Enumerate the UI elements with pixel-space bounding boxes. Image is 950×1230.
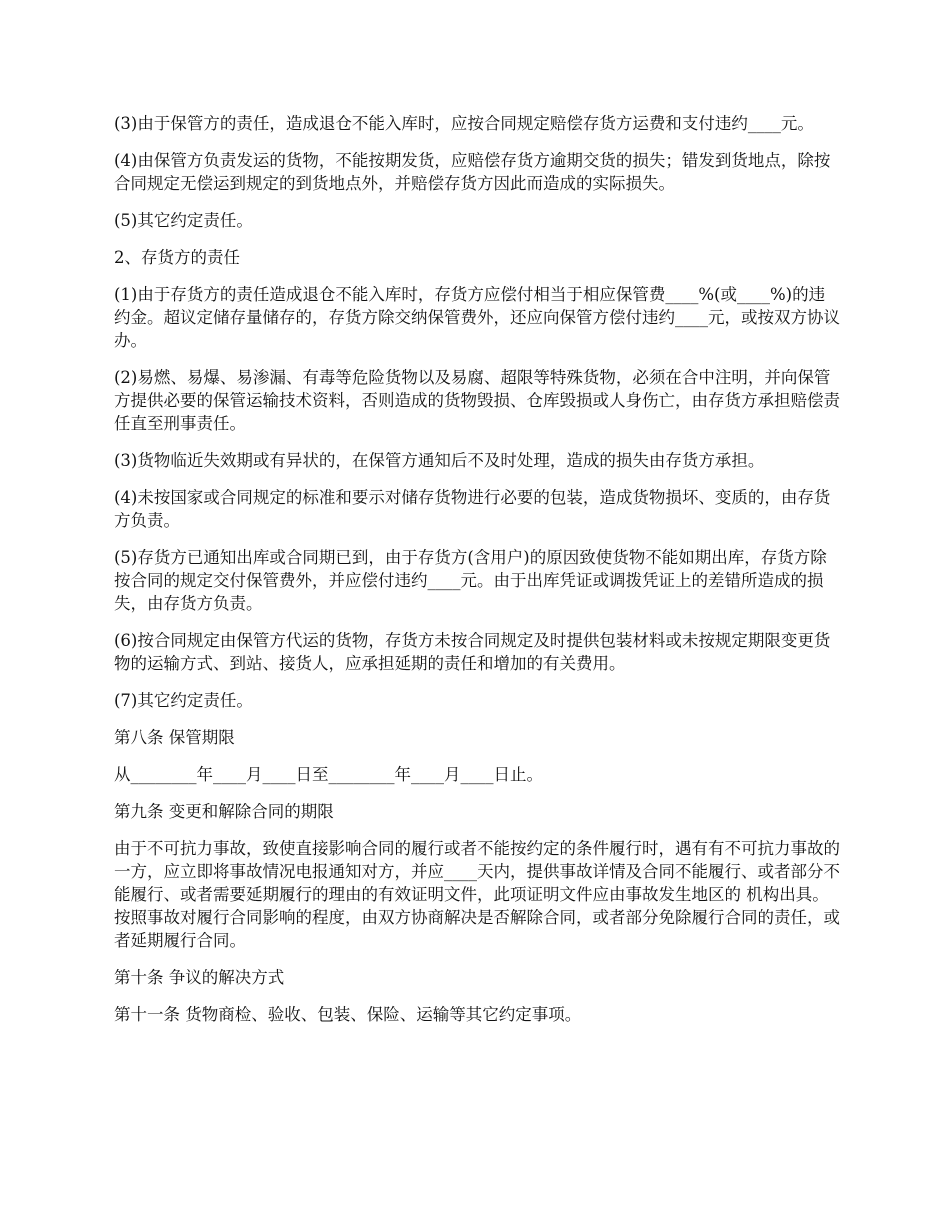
depositor-clause-7-other-duties: (7)其它约定责任。	[114, 691, 253, 710]
article-10-heading: 第十条 争议的解决方式	[114, 968, 285, 987]
depositor-clause-6-transport-materials: (6)按合同规定由保管方代运的货物，存货方未按合同规定及时提供包装材料或未按规定期限变更货物的运输方式、到站、接货人，应承担延期的责任和增加的有关费用。	[114, 631, 831, 673]
clause-4-shipping-delay-compensation: (4)由保管方负责发运的货物，不能按期发货，应赔偿存货方逾期交货的损失；错发到货地点，除按合同规定无偿运到规定的到货地点外，并赔偿存货方因此而造成的实际损失。	[114, 151, 831, 193]
depositor-clause-3-expiring-goods: (3)货物临近失效期或有异状的，在保管方通知后不及时处理，造成的损失由存货方承担。	[114, 451, 765, 470]
depositor-clause-2-hazardous-goods: (2)易燃、易爆、易渗漏、有毒等危险货物以及易腐、超限等特殊货物，必须在合中注明，并向保管方提供必要的保管运输技术资料，否则造成的货物毁损、仓库毁损或人身伤亡，由存货方承担赔偿责任直至刑事责任。	[114, 368, 840, 433]
document-body	[114, 112, 840, 1040]
article-8-storage-period: 从________年____月____日至________年____月____日止。	[114, 765, 543, 784]
depositor-clause-5-outbound-delay: (5)存货方已通知出库或合同期已到，由于存货方(含用户)的原因致使货物不能如期出库，存货方除按合同的规定交付保管费外，并应偿付违约____元。由于出库凭证或调拨凭证上的差错所造成的损失，由存货方负责。	[114, 548, 827, 613]
article-9-heading: 第九条 变更和解除合同的期限	[114, 802, 334, 821]
article-8-heading: 第八条 保管期限	[114, 728, 235, 747]
depositor-clause-1-penalty: (1)由于存货方的责任造成退仓不能入库时，存货方应偿付相当于相应保管费____%(或____%)的违约金。超议定储存量储存的，存货方除交纳保管费外，还应向保管方偿付违约____元，或按双方协议办。	[114, 285, 840, 350]
article-11-heading: 第十一条 货物商检、验收、包装、保险、运输等其它约定事项。	[114, 1005, 582, 1024]
article-9-force-majeure: 由于不可抗力事故，致使直接影响合同的履行或者不能按约定的条件履行时，遇有有不可抗力事故的一方，应立即将事故情况电报通知对方，并应____天内，提供事故详情及合同不能履行、或者部分不能履行、或者需要延期履行的理由的有效证明文件，此项证明文件应由事故发生地区的 机构出具。按照事故对履行合同影响的程度，由双方协商解决是否解除合同，或者部分免除履行合同的责任，或者延期履行合同。	[114, 839, 840, 950]
clause-3-storage-return-compensation: (3)由于保管方的责任，造成退仓不能入库时，应按合同规定赔偿存货方运费和支付违约____元。	[114, 114, 814, 133]
depositor-clause-4-packaging: (4)未按国家或合同规定的标准和要示对储存货物进行必要的包装，造成货物损坏、变质的，由存货方负责。	[114, 488, 831, 530]
clause-5-other-custodian-duties: (5)其它约定责任。	[114, 211, 253, 230]
section-heading-depositor-duties: 2、存货方的责任	[114, 248, 240, 267]
